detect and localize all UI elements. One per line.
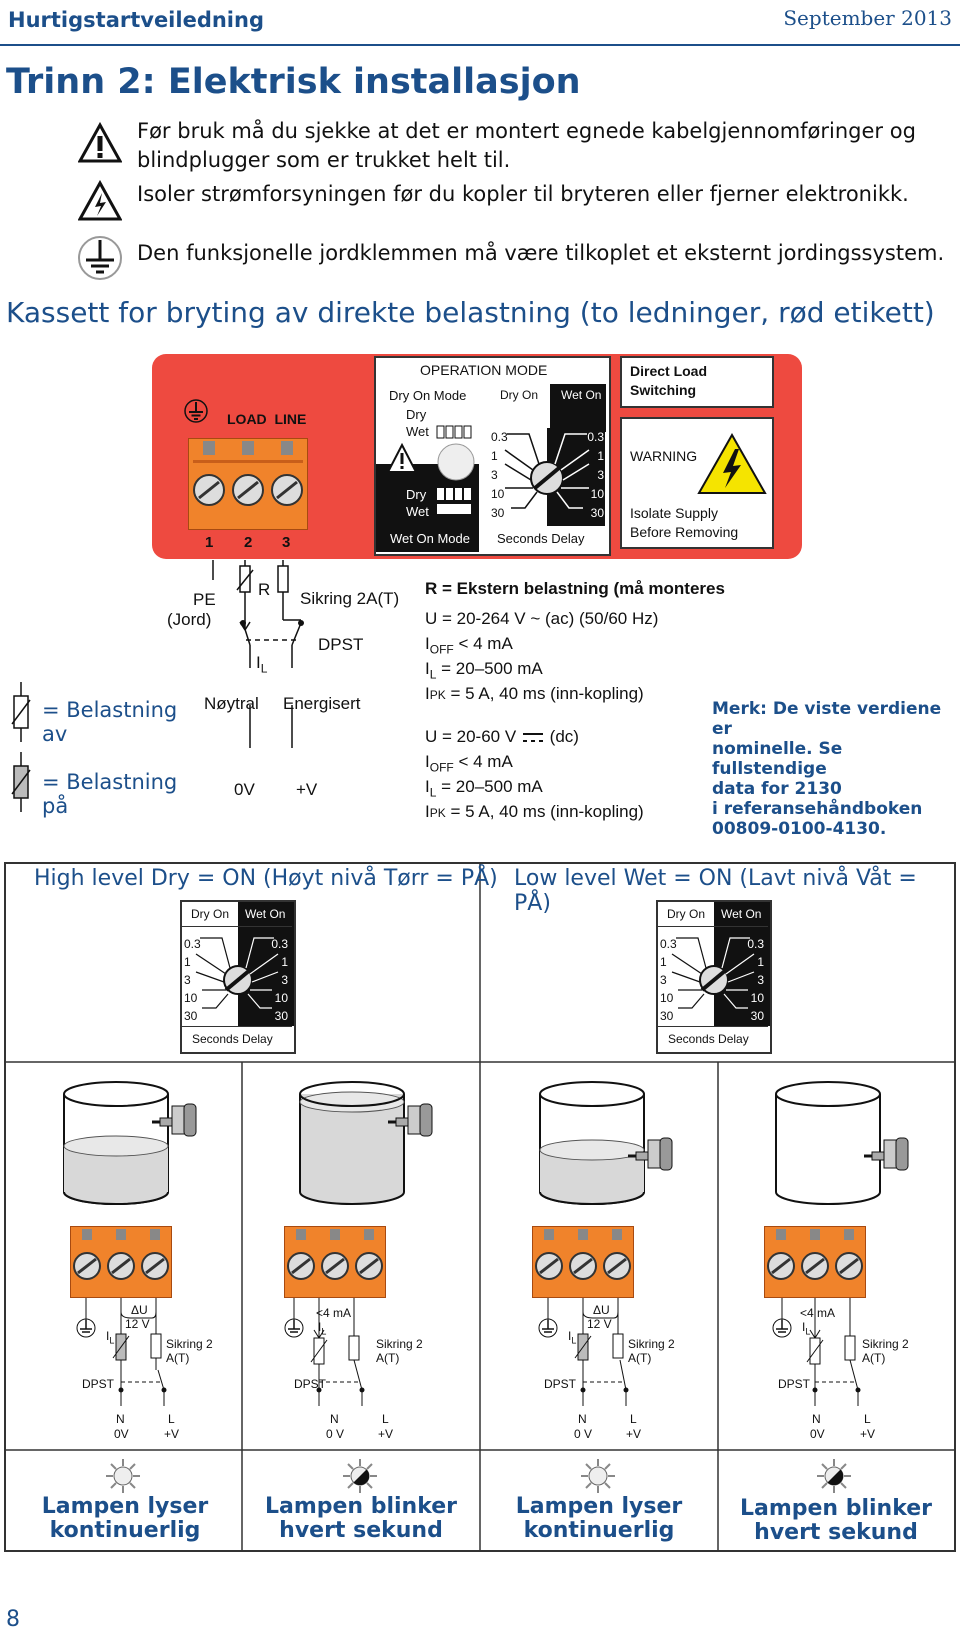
legend-load-off xyxy=(42,698,177,746)
jord-label: (Jord) xyxy=(167,610,212,629)
dry-label: Dry xyxy=(406,407,427,422)
spec-ac-ipk xyxy=(425,684,644,704)
terminal-block xyxy=(188,438,308,530)
earth-ground-icon xyxy=(78,234,122,282)
delay-value: 10 xyxy=(491,487,505,501)
r-label: R xyxy=(258,580,271,599)
dry-label-2: Dry xyxy=(406,487,427,502)
n-label: N xyxy=(330,1412,339,1426)
load-on-symbol-icon xyxy=(10,752,32,812)
zero-v-label: 0V xyxy=(114,1427,129,1441)
lamp-label-3 xyxy=(482,1495,716,1543)
note-line: 00809-0100-4130. xyxy=(712,819,887,839)
v12-label: 12 V xyxy=(587,1317,612,1331)
legend-load-off-line2: av xyxy=(42,722,68,746)
spec-ac-ioff xyxy=(425,634,513,656)
terminal-2-label: 2 xyxy=(244,534,253,551)
dry-on-label: Dry On xyxy=(191,907,230,921)
energized-label: Energisert xyxy=(283,694,361,713)
spec-dc-ioff xyxy=(425,752,513,774)
lamp-on-icon xyxy=(580,1458,616,1494)
dpst-label: DPST xyxy=(294,1377,327,1391)
fuse-label xyxy=(166,1337,213,1365)
isolate-label xyxy=(630,504,738,542)
lamp-blinking-icon xyxy=(342,1458,378,1494)
delay-value: 10 xyxy=(750,991,764,1005)
legend-load-on xyxy=(42,770,177,818)
direct-load-line1: Direct Load xyxy=(630,363,708,379)
n-label: N xyxy=(578,1412,587,1426)
delay-value: 3 xyxy=(757,973,764,987)
legend-load-on-line2: på xyxy=(42,794,69,818)
dry-on-mode-label: Dry On Mode xyxy=(389,388,467,403)
delay-value: 10 xyxy=(590,487,604,501)
dc-ipk-value: = 5 A, 40 ms (inn-kopling) xyxy=(450,802,644,821)
terminal-1-label: 1 xyxy=(205,534,214,551)
i-symbol: I xyxy=(425,777,430,796)
lamp-label-line2: hvert sekund xyxy=(754,1520,918,1545)
spec-dc-il xyxy=(425,777,543,799)
note-block xyxy=(712,699,960,839)
delay-values xyxy=(742,935,764,1025)
plus-v-label: +V xyxy=(164,1427,180,1441)
ac-ipk-value: = 5 A, 40 ms (inn-kopling) xyxy=(450,684,644,703)
delay-value: 1 xyxy=(491,449,498,463)
pk-sub: PK xyxy=(429,806,446,820)
dc-u-value: U = 20-60 V xyxy=(425,727,517,746)
spec-ac-u: U = 20-264 V ~ (ac) (50/60 Hz) xyxy=(425,609,659,628)
delay-value: 1 xyxy=(757,955,764,969)
neutral-label: Nøytral xyxy=(204,694,259,713)
isolate-line1: Isolate Supply xyxy=(630,505,718,521)
fuse-line2: A(T) xyxy=(376,1351,400,1365)
pk-sub: PK xyxy=(429,688,446,702)
delay-values xyxy=(184,935,201,1025)
delay-value: 3 xyxy=(491,468,498,482)
l-sub: L xyxy=(429,785,437,800)
wet-on-mode-label: Wet On Mode xyxy=(390,531,470,546)
delay-value: 30 xyxy=(491,506,505,520)
warning-triangle-icon xyxy=(386,443,418,475)
direct-load-line2: Switching xyxy=(630,382,697,398)
terminal-3-label: 3 xyxy=(282,534,291,551)
fuse-line2: A(T) xyxy=(862,1351,886,1365)
delay-value: 1 xyxy=(281,955,288,969)
seconds-delay-label: Seconds Delay xyxy=(497,531,585,546)
terminal-block xyxy=(70,1226,172,1298)
lamp-label-2 xyxy=(244,1495,478,1543)
fuse-line1: Sikring 2 xyxy=(376,1337,423,1351)
tank-low-level-sensor-high xyxy=(536,1080,676,1210)
delay-values xyxy=(266,935,288,1025)
dry-on-label: Dry On xyxy=(667,907,706,921)
delta-u-label: ΔU xyxy=(131,1303,148,1317)
il-label xyxy=(318,1320,326,1336)
fuse-label xyxy=(628,1337,675,1365)
seconds-delay-label: Seconds Delay xyxy=(192,1032,273,1046)
n-label: N xyxy=(812,1412,821,1426)
dc-ioff-value: < 4 mA xyxy=(458,752,513,771)
plus-v-label: +V xyxy=(378,1427,394,1441)
lamp-label-line1: Lampen blinker xyxy=(264,1494,458,1519)
warning-1-text xyxy=(137,117,937,175)
delay-value: 30 xyxy=(590,506,604,520)
i-symbol: I xyxy=(425,684,430,703)
il-label xyxy=(106,1329,114,1345)
isolate-line2: Before Removing xyxy=(630,524,739,540)
warning-1-line1: Før bruk må du sjekke at det er montert egnede kabelgjennomføringer og xyxy=(137,119,916,143)
terminal-block xyxy=(764,1226,866,1298)
mode-right-title: Low level Wet = ON (Lavt nivå Våt = PÅ) xyxy=(514,866,917,916)
load-off-symbol-icon xyxy=(10,682,32,742)
legend-load-on-line1: = Belastning xyxy=(42,770,178,794)
delay-value: 10 xyxy=(184,991,198,1005)
lamp-label-line1: Lampen blinker xyxy=(739,1496,933,1521)
l-label: L xyxy=(168,1412,175,1426)
spec-dc-ipk xyxy=(425,802,644,822)
i-symbol: I xyxy=(425,752,430,771)
spec-dc-u xyxy=(425,727,579,747)
lamp-label-line1: Lampen lyser xyxy=(41,1494,209,1519)
delay-value: 0.3 xyxy=(491,430,508,444)
delay-values-left xyxy=(491,428,508,523)
warning-triangle-icon xyxy=(78,122,122,164)
lamp-blinking-icon xyxy=(816,1458,852,1494)
il-label xyxy=(256,653,267,675)
terminal-block xyxy=(284,1226,386,1298)
dpst-label: DPST xyxy=(544,1377,577,1391)
current-label: <4 mA xyxy=(800,1306,836,1320)
warning-1-line2: blindplugger som er trukket helt til. xyxy=(137,148,511,172)
note-line: i referansehåndboken xyxy=(712,799,923,819)
wet-label-2: Wet xyxy=(406,504,429,519)
il-sub: L xyxy=(109,1335,115,1346)
delay-values xyxy=(660,935,677,1025)
l-sub: L xyxy=(429,667,437,682)
delta-u-label: ΔU xyxy=(593,1303,610,1317)
dc-il-value: = 20–500 mA xyxy=(441,777,543,796)
ground-icon xyxy=(183,398,209,424)
page-title: Trinn 2: Elektrisk installasjon xyxy=(6,62,581,102)
delay-value: 1 xyxy=(597,449,604,463)
i-symbol: I xyxy=(425,634,430,653)
led-bars-icon xyxy=(436,425,476,439)
section-title: Kassett for bryting av direkte belastning (to ledninger, rød etikett) xyxy=(6,296,935,329)
lamp-label-line2: kontinuerlig xyxy=(523,1518,675,1543)
il-main: I xyxy=(802,1320,806,1334)
lamp-label-line1: Lampen lyser xyxy=(515,1494,683,1519)
terminal-block xyxy=(532,1226,634,1298)
l-label: L xyxy=(864,1412,871,1426)
warning-3-text: Den funksjonelle jordklemmen må være tilkoplet et eksternt jordingssystem. xyxy=(137,241,945,265)
v12-label: 12 V xyxy=(125,1317,150,1331)
zero-v-label: 0 V xyxy=(574,1427,593,1441)
off-sub: OFF xyxy=(429,760,454,775)
delay-value: 3 xyxy=(184,973,191,987)
il-label xyxy=(568,1329,576,1345)
delay-value: 10 xyxy=(660,991,674,1005)
zero-v-label: 0 V xyxy=(326,1427,345,1441)
il-main: I xyxy=(318,1320,322,1334)
lamp-on-icon xyxy=(105,1458,141,1494)
current-label: <4 mA xyxy=(316,1306,352,1320)
note-line: Merk: De viste verdiene er xyxy=(712,699,942,739)
lamp-label-line2: hvert sekund xyxy=(279,1518,443,1543)
delay-value: 30 xyxy=(274,1009,288,1023)
lamp-label-1 xyxy=(8,1495,242,1543)
fuse-line1: Sikring 2 xyxy=(862,1337,909,1351)
i-symbol: I xyxy=(425,802,430,821)
i-symbol: I xyxy=(425,659,430,678)
il-sub: L xyxy=(571,1335,577,1346)
l-label: L xyxy=(382,1412,389,1426)
note-line: nominelle. Se fullstendige xyxy=(712,739,843,779)
delay-value: 0.3 xyxy=(271,937,288,951)
dpst-label: DPST xyxy=(318,635,364,654)
lamp-lens-icon xyxy=(436,442,476,482)
wet-on-label: Wet On xyxy=(561,388,602,402)
direct-load-label xyxy=(630,362,707,400)
l-label: L xyxy=(630,1412,637,1426)
lamp-label-line2: kontinuerlig xyxy=(49,1518,201,1543)
load-line-label: LOAD LINE xyxy=(227,411,307,427)
note-line: data for 2130 xyxy=(712,779,842,799)
delay-value: 30 xyxy=(184,1009,198,1023)
lamp-label-4 xyxy=(718,1497,954,1545)
dc-symbol-icon xyxy=(521,731,545,745)
zero-v-label: 0V xyxy=(234,780,255,799)
ac-il-value: = 20–500 mA xyxy=(441,659,543,678)
header-divider xyxy=(0,44,960,46)
legend-load-off-line1: = Belastning xyxy=(42,698,178,722)
fuse-line1: Sikring 2 xyxy=(628,1337,675,1351)
tank-high-level xyxy=(296,1080,436,1210)
plus-v-label: +V xyxy=(296,780,318,799)
tank-low-level xyxy=(60,1080,200,1210)
delay-value: 3 xyxy=(281,973,288,987)
plus-v-label: +V xyxy=(626,1427,642,1441)
fuse-label xyxy=(862,1337,909,1365)
header-date: September 2013 xyxy=(783,6,952,30)
fuse-line1: Sikring 2 xyxy=(166,1337,213,1351)
warning-triangle-icon xyxy=(78,180,122,222)
delay-value: 30 xyxy=(750,1009,764,1023)
il-main: I xyxy=(256,653,261,672)
il-label xyxy=(802,1320,810,1336)
wet-on-label: Wet On xyxy=(245,907,286,921)
delay-value: 1 xyxy=(184,955,191,969)
dry-on-label: Dry On xyxy=(500,388,539,402)
dc-suffix: (dc) xyxy=(549,727,579,746)
plus-v-label: +V xyxy=(860,1427,876,1441)
il-sub: L xyxy=(805,1326,811,1337)
warning-2-text: Isoler strømforsyningen før du kopler til bryteren eller fjerner elektronikk. xyxy=(137,182,909,206)
il-sub: L xyxy=(260,661,268,676)
high-voltage-warning-icon xyxy=(697,433,767,495)
delay-value: 10 xyxy=(274,991,288,1005)
delay-value: 3 xyxy=(597,468,604,482)
page-number: 8 xyxy=(6,1607,20,1632)
n-label: N xyxy=(116,1412,125,1426)
dpst-label: DPST xyxy=(82,1377,115,1391)
spec-r: R = Ekstern belastning (må monteres xyxy=(425,579,725,598)
il-sub: L xyxy=(321,1326,327,1337)
delay-value: 3 xyxy=(660,973,667,987)
delay-value: 0.3 xyxy=(587,430,604,444)
led-bars-icon xyxy=(436,487,476,517)
delay-value: 0.3 xyxy=(660,937,677,951)
fuse-line2: A(T) xyxy=(628,1351,652,1365)
zero-v-label: 0V xyxy=(810,1427,825,1441)
delay-value: 0.3 xyxy=(747,937,764,951)
delay-value: 30 xyxy=(660,1009,674,1023)
off-sub: OFF xyxy=(429,642,454,657)
dpst-label: DPST xyxy=(778,1377,811,1391)
seconds-delay-label: Seconds Delay xyxy=(668,1032,749,1046)
operation-mode-label: OPERATION MODE xyxy=(420,362,548,378)
delay-values-right xyxy=(582,428,604,523)
spec-ac-il xyxy=(425,659,543,681)
header-title: Hurtigstartveiledning xyxy=(8,8,264,32)
fuse-label xyxy=(376,1337,423,1365)
delay-value: 0.3 xyxy=(184,937,201,951)
fuse-label: Sikring 2A(T) xyxy=(300,589,400,608)
il-main: I xyxy=(106,1329,110,1343)
wet-on-label: Wet On xyxy=(721,907,762,921)
il-main: I xyxy=(568,1329,572,1343)
ac-ioff-value: < 4 mA xyxy=(458,634,513,653)
warning-label: WARNING xyxy=(630,448,698,464)
pe-label: PE xyxy=(193,590,216,609)
delay-value: 1 xyxy=(660,955,667,969)
mode-left-title: High level Dry = ON (Høyt nivå Tørr = PÅ) xyxy=(34,866,498,891)
tank-empty xyxy=(772,1080,912,1210)
wet-label: Wet xyxy=(406,424,429,439)
fuse-line2: A(T) xyxy=(166,1351,190,1365)
